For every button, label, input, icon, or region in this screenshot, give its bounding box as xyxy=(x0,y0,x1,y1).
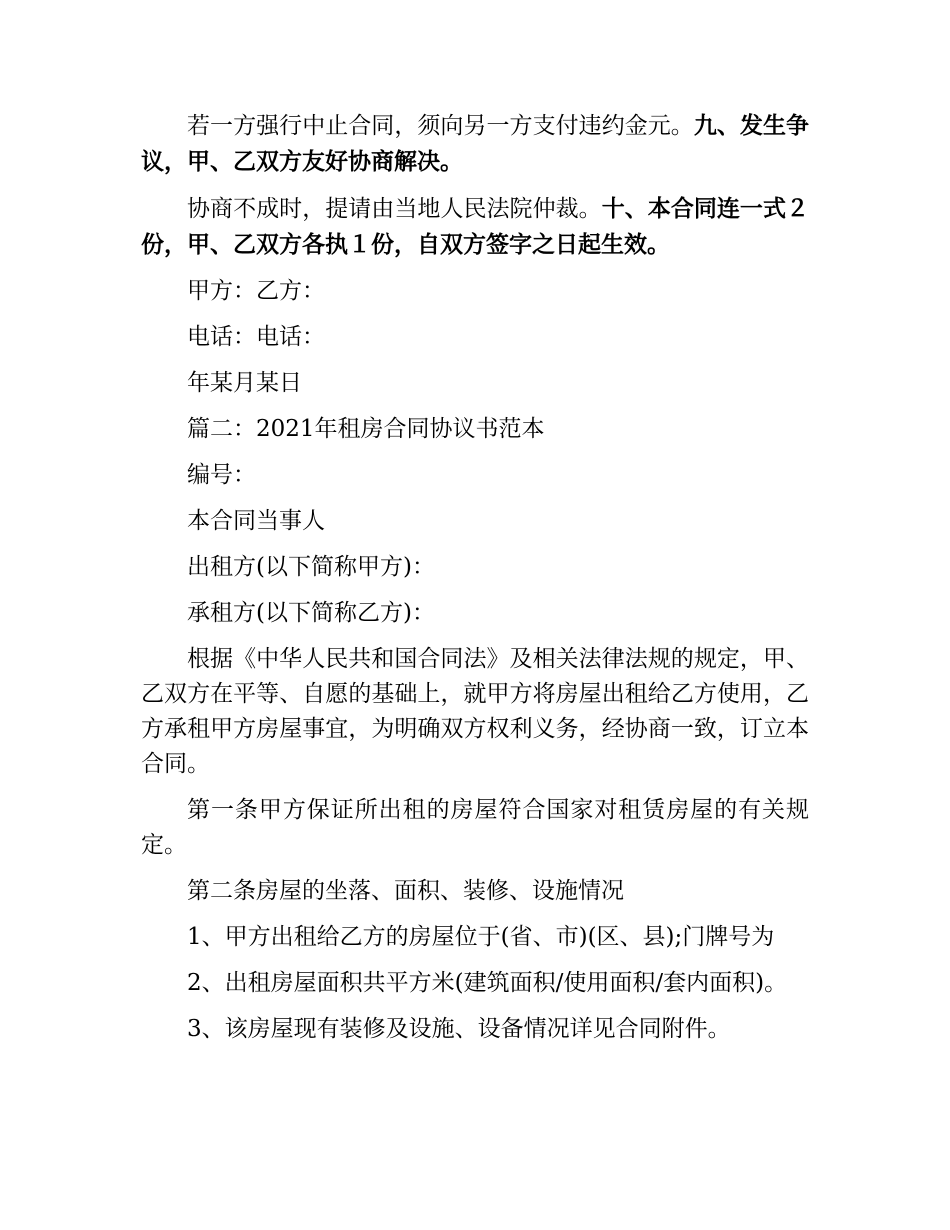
article-two-heading: 第二条房屋的坐落、面积、装修、设施情况 xyxy=(187,878,624,904)
article-one-paragraph: 第一条甲方保证所出租的房屋符合国家对租赁房屋的有关规定。 xyxy=(141,797,809,858)
parties-heading: 本合同当事人 xyxy=(187,508,325,534)
contract-number-line: 编号： xyxy=(187,462,256,488)
document-page xyxy=(141,108,809,1058)
clause-ten-heading: 十、本合同连一式２份，甲、乙双方各执１份，自双方签字之日起生效。 xyxy=(141,195,810,258)
paragraph-text: 协商不成时，提请由当地人民法院仲裁。 xyxy=(187,196,602,222)
preamble-paragraph: 根据《中华人民共和国合同法》及相关法律法规的规定，甲、乙双方在平等、自愿的基础上，就甲方将房屋出租给乙方使用，乙方承租甲方房屋事宜，为明确双方权利义务，经协商一致，订立本合同。 xyxy=(141,646,809,777)
signature-parties-line: 甲方：乙方： xyxy=(187,278,325,304)
lessee-line: 承租方(以下简称乙方)： xyxy=(187,600,435,626)
clause-nine-heading: 九、发生争议，甲、乙双方友好协商解决。 xyxy=(141,112,810,175)
paragraph-arbitration-clause xyxy=(141,191,809,263)
lessor-line: 出租方(以下简称甲方)： xyxy=(187,554,435,580)
signature-date-line: 年某月某日 xyxy=(187,370,302,396)
article-two-item-2: 2、出租房屋面积共平方米(建筑面积/使用面积/套内面积)。 xyxy=(187,970,788,996)
section-two-title: 篇二：2021年租房合同协议书范本 xyxy=(187,416,545,442)
paragraph-termination-clause xyxy=(141,108,809,180)
signature-phone-line: 电话：电话： xyxy=(187,324,325,350)
article-two-item-1: 1、甲方出租给乙方的房屋位于(省、市)(区、县);门牌号为 xyxy=(187,924,775,950)
article-two-item-3: 3、该房屋现有装修及设施、设备情况详见合同附件。 xyxy=(187,1016,731,1042)
paragraph-text: 若一方强行中止合同，须向另一方支付违约金元。 xyxy=(187,113,694,139)
